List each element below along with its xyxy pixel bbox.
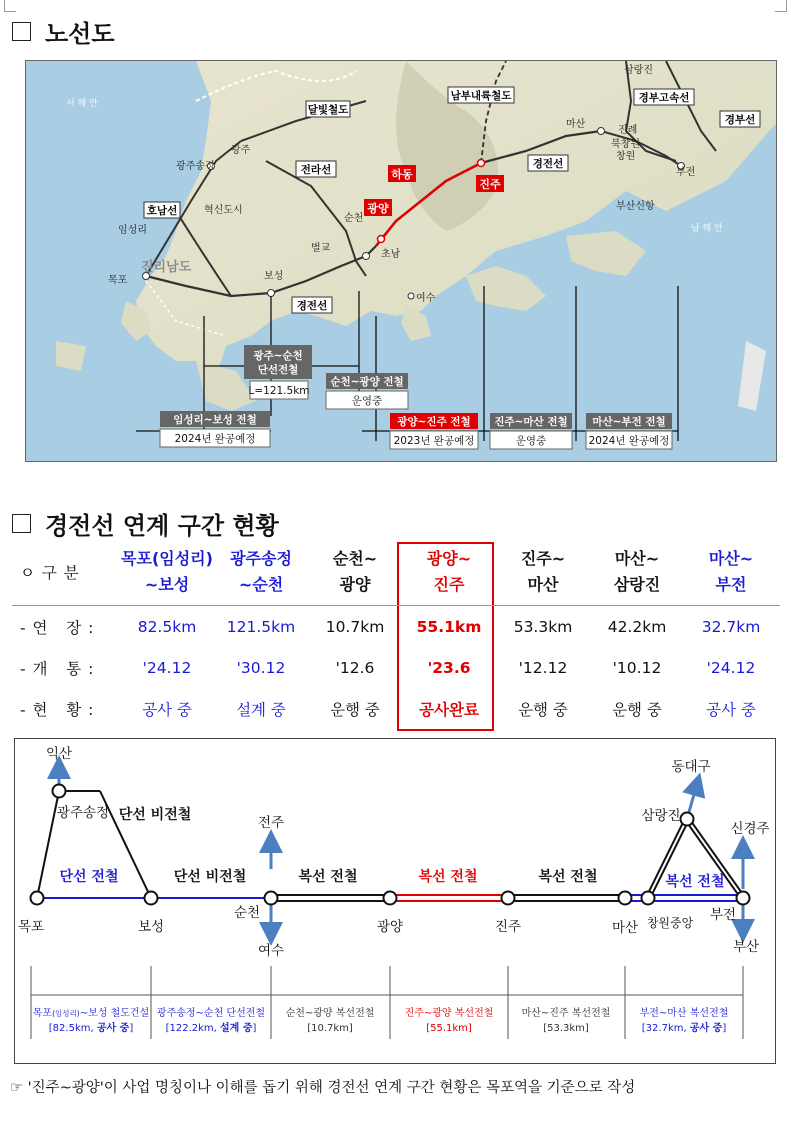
footnote: ☞ '진주~광양'이 사업 명칭이나 이해를 돕기 위해 경전선 연계 구간 현황은 목포역을 기준으로 작성 — [10, 1080, 636, 1096]
span-title-part: (임성리) — [52, 1009, 80, 1018]
sea-label-west: 서 해 안 — [66, 99, 98, 109]
col-header-jinju — [496, 546, 590, 598]
span-detail-part: 공사 중 — [96, 1023, 130, 1034]
span-detail-suncheon: [10.7km] — [307, 1023, 353, 1034]
table-cell: 운행 중 — [518, 701, 568, 719]
table-row-opening — [12, 657, 780, 679]
seg-title-suncheon: 순천~광양 전철 — [330, 376, 404, 388]
table-cell: '23.6 — [427, 659, 471, 677]
col-header-mokpo — [120, 546, 214, 598]
table-cell: '12.12 — [518, 659, 568, 677]
span-title-bujeon-masan: 부전~마산 복선전철 — [639, 1008, 729, 1019]
span-detail-part: ] — [252, 1023, 257, 1034]
route-map — [25, 60, 777, 462]
linetype-single-elec: 단선 전철 — [59, 869, 119, 885]
col-header-line1: 광양~ — [426, 549, 472, 568]
row-label: - 현 황 : — [20, 701, 95, 719]
span-title-part: ~보성 철도건설 — [79, 1008, 150, 1019]
city-beolgyo: 벌교 — [311, 243, 331, 254]
city-hyeoksin: 혁신도시 — [204, 205, 243, 216]
table-cell: 82.5km — [137, 618, 197, 636]
seg-sub-suncheon: 운영중 — [351, 395, 383, 407]
label-gyeongjeon-west: 경전선 — [296, 300, 328, 312]
span-detail-masan-jinju: [53.3km] — [543, 1023, 589, 1034]
span-title-masan-jinju: 마산~진주 복선전철 — [521, 1008, 611, 1019]
table-cell: 운행 중 — [330, 701, 380, 719]
station-singyeongju: 신경주 — [730, 821, 770, 837]
span-title-part: 목포 — [32, 1008, 53, 1019]
label-nambu: 남부내륙철도 — [450, 90, 512, 102]
station-dot-masan — [619, 892, 632, 905]
station-suncheon: 순천 — [233, 905, 261, 921]
table-cell: '12.6 — [335, 659, 375, 677]
table-cell: 121.5km — [226, 618, 296, 636]
seg-title-masan: 마산~부전 전철 — [592, 416, 666, 428]
city-yeosu: 여수 — [416, 293, 436, 304]
city-bukchangwon: 북창원 — [611, 139, 640, 150]
section-heading-route-map — [12, 14, 115, 49]
highlight-hadong: 하동 — [391, 168, 413, 181]
status-table — [12, 538, 780, 733]
header-label: ㅇ 구 분 — [20, 564, 80, 582]
col-header-line2: 마산 — [527, 575, 559, 594]
span-detail-part: [82.5km, — [48, 1023, 97, 1034]
span-title-suncheon: 순천~광양 복선전철 — [285, 1008, 375, 1019]
station-gwangjusongjeong: 광주송정 — [56, 805, 110, 821]
city-bujeon: 부전 — [676, 167, 696, 178]
col-header-line2: 삼랑진 — [613, 575, 661, 594]
station-dot-bujeon — [737, 892, 750, 905]
section-title: 경전선 연계 구간 현황 — [45, 512, 279, 540]
city-busan-newport: 부산신항 — [616, 201, 655, 212]
seg-title-jinju: 진주~마산 전철 — [494, 416, 568, 428]
city-imseongri: 임성리 — [118, 225, 147, 236]
seg-title-gwangju-l1: 광주~순천 — [253, 350, 303, 362]
highlight-jinju: 진주 — [479, 178, 501, 191]
span-detail-part: ] — [722, 1023, 727, 1034]
station-jinju: 진주 — [494, 919, 522, 935]
station-suncheon — [363, 253, 370, 260]
span-title-mokpo — [33, 1006, 149, 1019]
city-masan: 마산 — [566, 119, 586, 130]
row-label: - 연 장 : — [20, 619, 95, 637]
header-divider — [12, 605, 780, 606]
col-header-gwangyang — [402, 546, 496, 598]
station-masan: 마산 — [611, 920, 639, 936]
linetype-double-3: 복선 전철 — [665, 874, 725, 890]
station-jeonju: 전주 — [257, 815, 285, 831]
city-samnangjin: 삼랑진 — [624, 65, 653, 76]
station-iksan: 익산 — [45, 746, 73, 762]
station-busan: 부산 — [732, 939, 760, 955]
col-header-masan-bujeon — [684, 546, 778, 598]
col-header-line2: 진주 — [433, 575, 465, 594]
section-title: 노선도 — [45, 20, 115, 48]
col-header-line1: 마산~ — [708, 549, 754, 568]
station-yeosu: 여수 — [257, 943, 285, 959]
city-chonam: 초남 — [381, 249, 401, 260]
table-row-length — [12, 616, 780, 638]
linetype-double-red: 복선 전철 — [418, 869, 478, 885]
col-header-suncheon — [308, 546, 402, 598]
label-jeolla: 전라선 — [300, 164, 332, 176]
seg-title-imseongri: 임성리~보성 전철 — [173, 414, 257, 426]
station-boseong: 보성 — [137, 919, 165, 935]
station-jinju — [478, 160, 485, 167]
city-gwangju: 광주 — [231, 145, 251, 156]
label-dalbit: 달빛철도 — [307, 104, 349, 116]
seg-sub-masan: 2024년 완공예정 — [588, 435, 670, 447]
station-changwon-jungang: 창원중앙 — [646, 916, 694, 930]
city-gwangjusongjeong: 광주송정 — [176, 161, 215, 172]
linetype-single-nonelec: 단선 비전철 — [173, 869, 247, 885]
checkbox-icon — [12, 514, 31, 533]
table-cell: '24.12 — [706, 659, 756, 677]
station-dot-suncheon — [265, 892, 278, 905]
table-cell: 42.2km — [607, 618, 667, 636]
line-mokpo-gwangju — [37, 791, 59, 898]
span-detail-mokpo — [49, 1021, 134, 1034]
table-cell: 32.7km — [701, 618, 761, 636]
station-dot-boseong — [145, 892, 158, 905]
table-cell: 55.1km — [416, 618, 482, 636]
station-dot-gwangju — [53, 785, 66, 798]
city-changwon: 창원 — [616, 151, 636, 162]
region-label-jeonnam: 진리남도 — [141, 260, 192, 275]
col-header-line2: ~보성 — [144, 575, 190, 594]
station-dot-mokpo — [31, 892, 44, 905]
label-gyeongbu: 경부선 — [724, 114, 756, 126]
station-bujeon: 부전 — [709, 907, 737, 923]
station-gwangyang — [378, 236, 385, 243]
linetype-double-1: 복선 전철 — [298, 869, 358, 885]
row-label: - 개 통 : — [20, 660, 95, 678]
label-gyeongjeon-east: 경전선 — [532, 158, 564, 170]
station-gwangyang: 광양 — [376, 919, 404, 935]
land-island — [56, 341, 86, 371]
table-cell: 53.3km — [513, 618, 573, 636]
span-detail-bujeon-masan — [642, 1021, 727, 1034]
span-title-gwangju: 광주송정~순천 단선전철 — [156, 1008, 266, 1019]
col-header-line2: 광양 — [339, 575, 371, 594]
col-header-gwangju — [214, 546, 308, 598]
table-cell: 설계 중 — [236, 701, 286, 719]
col-header-line2: 부전 — [715, 575, 747, 594]
seg-sub-jinju: 운영중 — [515, 435, 547, 447]
table-cell: '24.12 — [142, 659, 192, 677]
corner-mark-left — [4, 0, 16, 12]
span-title-jinju-gwangyang: 진주~광양 복선전철 — [404, 1008, 494, 1019]
table-cell: 10.7km — [325, 618, 385, 636]
seg-sub-gwangyang: 2023년 완공예정 — [393, 435, 475, 447]
sea-label-south: 남 해 안 — [691, 224, 723, 234]
station-dot-jinju — [502, 892, 515, 905]
col-header-line1: 순천~ — [332, 549, 378, 568]
city-mokpo: 목포 — [108, 275, 128, 286]
city-suncheon: 순천 — [344, 213, 364, 224]
span-detail-part: 공사 중 — [689, 1023, 723, 1034]
table-cell: 공사 중 — [706, 701, 756, 719]
station-samnangjin: 삼랑진 — [641, 808, 681, 824]
corner-mark-right — [775, 0, 787, 12]
col-header-line1: 진주~ — [520, 549, 566, 568]
table-row-status — [12, 698, 780, 720]
seg-sub-gwangju: L=121.5km — [248, 385, 310, 397]
span-detail-jinju-gwangyang: [55.1km] — [426, 1023, 472, 1034]
span-markers — [31, 966, 743, 1039]
table-cell: 공사 중 — [142, 701, 192, 719]
span-detail-gwangju — [166, 1021, 257, 1034]
span-detail-part: ] — [129, 1023, 134, 1034]
station-dot-changwon — [642, 892, 655, 905]
schematic-diagram — [14, 738, 776, 1064]
table-cell: '30.12 — [236, 659, 286, 677]
highlight-gwangyang: 광양 — [367, 202, 389, 215]
station-yeosu — [408, 293, 414, 299]
city-boseong: 보성 — [264, 271, 284, 282]
station-boseong — [268, 290, 275, 297]
seg-title-gwangju-l2: 단선전철 — [257, 364, 299, 376]
span-detail-part: [32.7km, — [641, 1023, 690, 1034]
station-dongdaegu: 동대구 — [671, 759, 711, 775]
col-header-line2: ~순천 — [238, 575, 284, 594]
checkbox-icon — [12, 22, 31, 41]
label-gyeongbu-hs: 경부고속선 — [638, 92, 690, 104]
col-header-line1: 광주송정 — [230, 549, 292, 568]
table-cell: '10.12 — [612, 659, 662, 677]
span-detail-part: 설계 중 — [220, 1023, 253, 1034]
station-mokpo: 목포 — [17, 919, 45, 935]
station-masan — [598, 128, 605, 135]
table-cell: 운행 중 — [612, 701, 662, 719]
col-header-masan-samnangjin — [590, 546, 684, 598]
table-header-row — [12, 546, 780, 598]
col-header-line1: 마산~ — [614, 549, 660, 568]
label-honam: 호남선 — [146, 205, 178, 217]
table-cell: 공사완료 — [419, 701, 479, 719]
city-jinrye: 진례 — [618, 125, 638, 136]
linetype-double-2: 복선 전철 — [538, 869, 598, 885]
section-heading-status — [12, 506, 279, 541]
seg-title-gwangyang: 광양~진주 전철 — [397, 416, 471, 428]
seg-sub-imseongri: 2024년 완공예정 — [174, 433, 256, 445]
span-detail-part: [122.2km, — [165, 1023, 221, 1034]
station-dot-samnangjin — [681, 813, 694, 826]
col-header-line1: 목포(임성리) — [121, 549, 213, 568]
linetype-single-nonelec-top: 단선 비전철 — [118, 807, 192, 823]
station-dot-gwangyang — [384, 892, 397, 905]
